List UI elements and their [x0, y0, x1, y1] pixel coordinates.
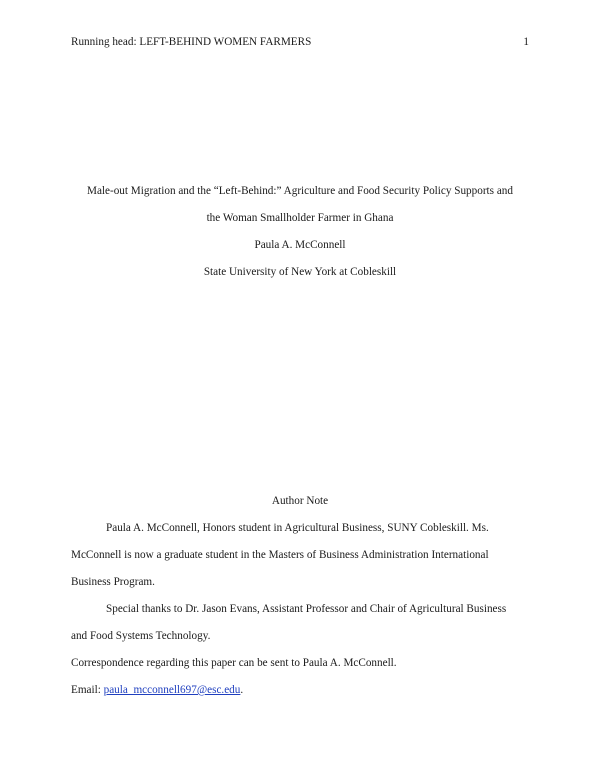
author-name: Paula A. McConnell	[254, 239, 346, 251]
author-note-para2-line1: Special thanks to Dr. Jason Evans, Assistant Professor and Chair of Agricultural Business	[106, 603, 507, 615]
running-head: Running head: LEFT-BEHIND WOMEN FARMERS	[71, 36, 312, 48]
author-note-para1-line2: McConnell is now a graduate student in the Masters of Business Administration International	[71, 549, 489, 561]
author-note	[71, 488, 529, 704]
paper-title-line-1: Male-out Migration and the “Left-Behind:” Agriculture and Food Security Policy Supports and	[87, 185, 513, 197]
paper-title-line-2: the Woman Smallholder Farmer in Ghana	[206, 212, 394, 224]
correspondence-line: Correspondence regarding this paper can be sent to Paula A. McConnell.	[71, 657, 397, 669]
title-block	[60, 178, 540, 286]
author-affiliation: State University of New York at Cobleskill	[203, 266, 397, 278]
page-number: 1	[523, 36, 529, 48]
email-line	[71, 677, 529, 704]
author-note-para1-line3: Business Program.	[71, 576, 155, 588]
author-note-para2-line2: and Food Systems Technology.	[71, 630, 211, 642]
author-note-heading: Author Note	[271, 495, 329, 507]
author-note-para1-line1: Paula A. McConnell, Honors student in Agricultural Business, SUNY Cobleskill. Ms.	[106, 522, 489, 534]
email-link[interactable]: paula_mcconnell697@esc.edu	[103, 684, 241, 696]
email-label: Email:	[71, 684, 104, 696]
page-header	[71, 36, 529, 52]
email-suffix: .	[240, 684, 244, 696]
